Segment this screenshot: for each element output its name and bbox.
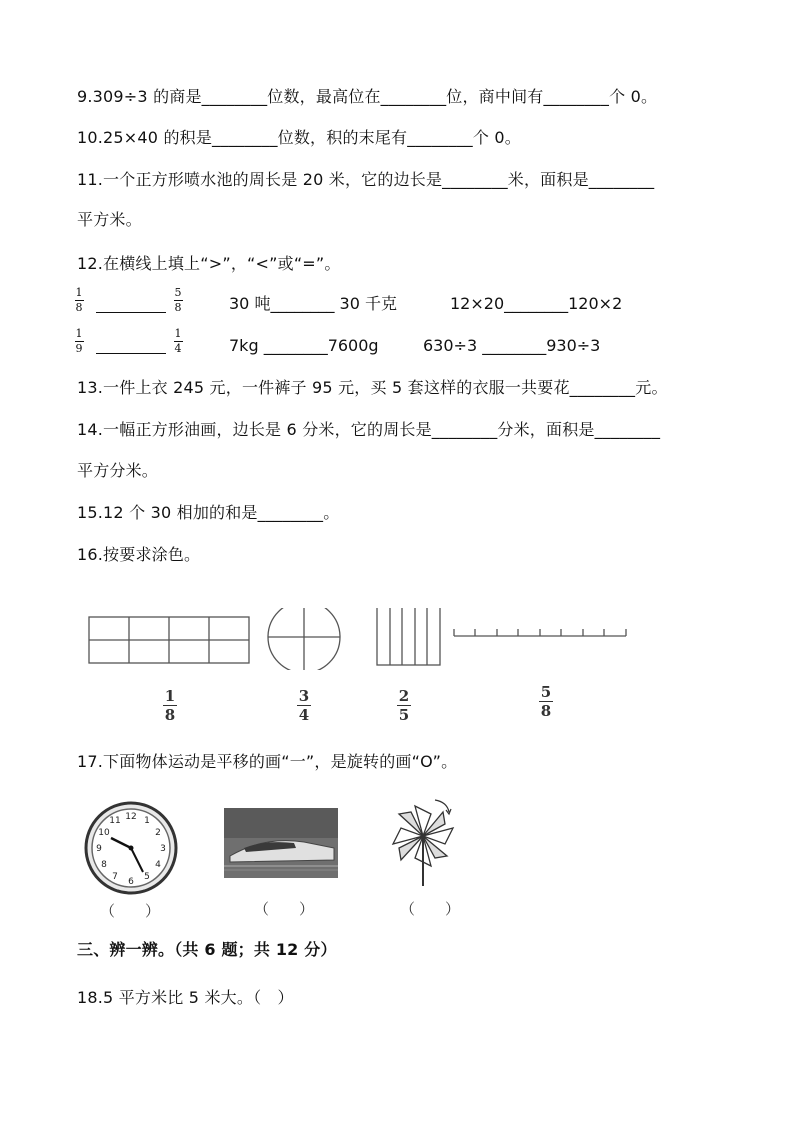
question-11-line2: 平方米。 (77, 210, 142, 229)
pinwheel-image (383, 796, 463, 888)
question-18: 18.5 平方米比 5 米大。（ ） (77, 988, 294, 1007)
coloring-shapes (80, 608, 640, 670)
fraction-1-9: 1 9 (75, 327, 83, 355)
train-image (224, 808, 338, 878)
fraction-1-8: 1 8 (75, 286, 83, 314)
question-12: 12.在横线上填上“>”，“<”或“=”。 (77, 254, 341, 273)
fraction-1-4: 1 4 (174, 327, 182, 355)
svg-text:8: 8 (101, 860, 107, 870)
svg-text:9: 9 (96, 844, 102, 854)
compare-tons-kg: 30 吨________ 30 千克 (229, 294, 397, 313)
compare-kg-g: 7kg ________7600g (229, 336, 379, 355)
compare-divide: 630÷3 ________930÷3 (423, 336, 601, 355)
rectangle-grid-shape (89, 617, 249, 663)
question-11-line1: 11.一个正方形喷水池的周长是 20 米，它的边长是________米，面积是________ (77, 170, 655, 189)
pinwheel-answer-paren[interactable]: （ ） (400, 900, 461, 918)
compare-blank[interactable] (96, 353, 166, 354)
circle-quarters-shape (268, 608, 340, 670)
question-13: 13.一件上衣 245 元，一件裤子 95 元，买 5 套这样的衣服一共要花________元。 (77, 378, 668, 397)
svg-text:3: 3 (160, 844, 166, 854)
shade-fraction: 3 4 (298, 687, 310, 724)
fraction-5-8: 5 8 (174, 286, 182, 314)
question-14-line2: 平方分米。 (77, 461, 159, 480)
shade-fraction: 5 8 (540, 683, 552, 720)
svg-text:6: 6 (128, 877, 134, 887)
svg-text:1: 1 (144, 816, 150, 826)
segment-line-shape (454, 629, 626, 636)
compare-multiply: 12×20________120×2 (450, 294, 623, 313)
clock-answer-paren[interactable]: （ ） (100, 902, 161, 920)
svg-text:4: 4 (155, 860, 161, 870)
section-3-title: 三、辨一辨。（共 6 题；共 12 分） (77, 940, 337, 959)
question-15: 15.12 个 30 相加的和是________。 (77, 503, 340, 522)
clock-image (83, 800, 179, 896)
svg-text:2: 2 (155, 828, 161, 838)
shade-fraction: 1 8 (164, 687, 176, 724)
question-10: 10.25×40 的积是________位数，积的末尾有________个 0。 (77, 128, 521, 147)
svg-text:10: 10 (98, 828, 110, 838)
train-answer-paren[interactable]: （ ） (254, 900, 315, 918)
question-17: 17.下面物体运动是平移的画“一”，是旋转的画“O”。 (77, 752, 458, 771)
rectangle-fifths-shape (377, 608, 440, 665)
compare-blank[interactable] (96, 312, 166, 313)
question-14-line1: 14.一幅正方形油画，边长是 6 分米，它的周长是________分米，面积是________ (77, 420, 661, 439)
svg-text:7: 7 (112, 872, 118, 882)
svg-text:12: 12 (125, 812, 137, 822)
question-9: 9.309÷3 的商是________位数，最高位在________位，商中间有________个 0。 (77, 87, 658, 106)
shade-fraction: 2 5 (398, 687, 410, 724)
svg-text:5: 5 (144, 872, 150, 882)
question-16: 16.按要求涂色。 (77, 545, 201, 564)
svg-text:11: 11 (109, 816, 121, 826)
